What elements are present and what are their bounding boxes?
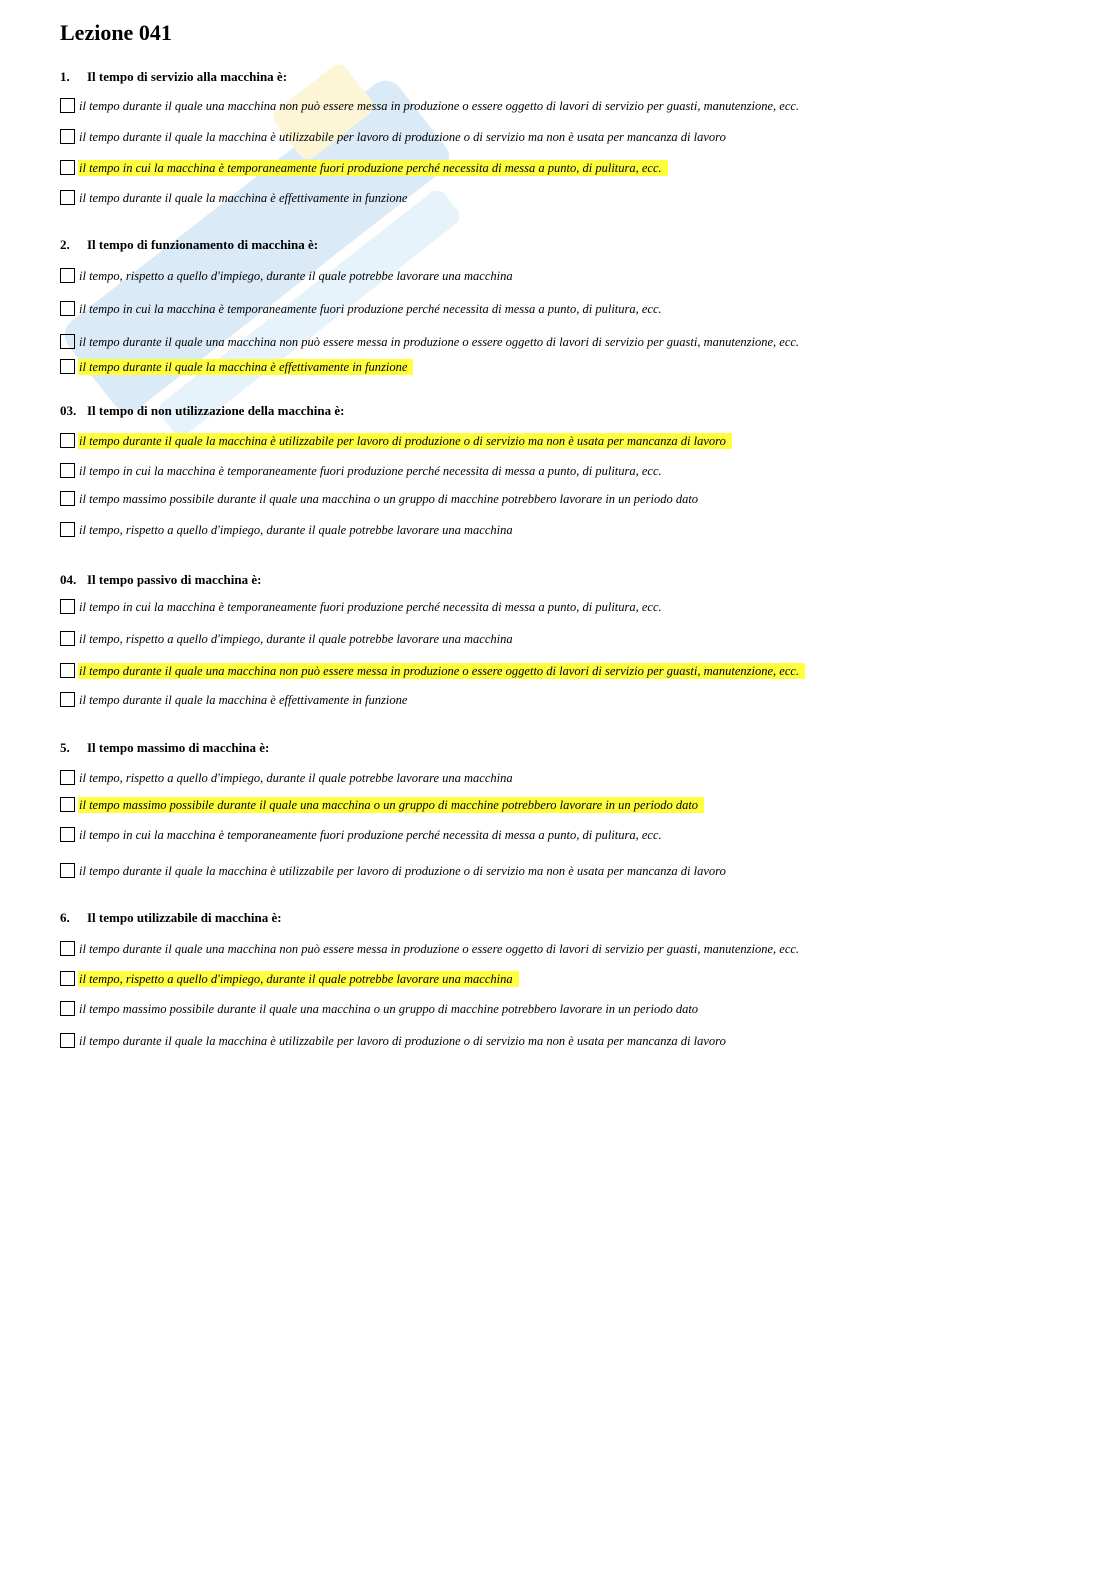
question-4: [60, 571, 1060, 707]
option-text: il tempo durante il quale una macchina non può essere messa in produzione o essere oggetto di lavori di servizio per guasti, manutenzione, ecc.: [79, 335, 800, 349]
question-heading: [60, 402, 1060, 420]
checkbox[interactable]: [60, 491, 75, 506]
option-text: il tempo durante il quale la macchina è utilizzabile per lavoro di produzione o di servizio ma non è usata per mancanza di lavoro: [79, 130, 726, 144]
checkbox[interactable]: [60, 1001, 75, 1016]
checkbox[interactable]: [60, 863, 75, 878]
answer-option[interactable]: [60, 597, 668, 617]
option-text: il tempo, rispetto a quello d'impiego, durante il quale potrebbe lavorare una macchina: [79, 632, 513, 646]
answer-option[interactable]: [60, 629, 519, 649]
question-text: Il tempo di funzionamento di macchina è:: [87, 237, 319, 252]
answer-option-highlighted[interactable]: [60, 431, 732, 451]
checkbox[interactable]: [60, 797, 75, 812]
answer-option[interactable]: [60, 520, 519, 540]
checkbox[interactable]: [60, 971, 75, 986]
question-heading: [60, 68, 1060, 86]
question-heading: [60, 739, 1060, 757]
option-text: il tempo durante il quale la macchina è effettivamente in funzione: [79, 191, 408, 205]
checkbox[interactable]: [60, 827, 75, 842]
option-text: il tempo, rispetto a quello d'impiego, durante il quale potrebbe lavorare una macchina: [79, 523, 513, 537]
checkbox[interactable]: [60, 522, 75, 537]
answer-option[interactable]: [60, 266, 519, 286]
option-text: il tempo durante il quale una macchina non può essere messa in produzione o essere oggetto di lavori di servizio per guasti, manutenzione, ecc.: [78, 663, 805, 679]
option-text: il tempo massimo possibile durante il quale una macchina o un gruppo di macchine potrebbero lavorare in un periodo dato: [79, 1002, 699, 1016]
question-heading: [60, 571, 1060, 589]
checkbox[interactable]: [60, 599, 75, 614]
answer-option[interactable]: [60, 489, 704, 509]
option-text: il tempo, rispetto a quello d'impiego, durante il quale potrebbe lavorare una macchina: [78, 971, 519, 987]
option-text: il tempo, rispetto a quello d'impiego, durante il quale potrebbe lavorare una macchina: [79, 771, 513, 785]
checkbox[interactable]: [60, 359, 75, 374]
question-heading: [60, 909, 1060, 927]
question-text: Il tempo di servizio alla macchina è:: [87, 69, 288, 84]
option-text: il tempo durante il quale la macchina è utilizzabile per lavoro di produzione o di servizio ma non è usata per mancanza di lavoro: [78, 433, 732, 449]
option-text: il tempo in cui la macchina è temporaneamente fuori produzione perché necessita di messa a punto, di pulitura, ecc.: [79, 302, 662, 316]
question-number: 1.: [60, 69, 70, 84]
answer-option-highlighted[interactable]: [60, 357, 413, 377]
answer-option[interactable]: [60, 768, 519, 788]
checkbox[interactable]: [60, 692, 75, 707]
checkbox[interactable]: [60, 433, 75, 448]
option-text: il tempo, rispetto a quello d'impiego, durante il quale potrebbe lavorare una macchina: [79, 269, 513, 283]
question-5: [60, 739, 1060, 878]
checkbox[interactable]: [60, 129, 75, 144]
answer-option[interactable]: [60, 825, 668, 845]
question-text: Il tempo massimo di macchina è:: [87, 740, 270, 755]
question-number: 5.: [60, 740, 70, 755]
option-text: il tempo in cui la macchina è temporaneamente fuori produzione perché necessita di messa a punto, di pulitura, ecc.: [79, 464, 662, 478]
checkbox[interactable]: [60, 941, 75, 956]
question-text: Il tempo utilizzabile di macchina è:: [87, 910, 282, 925]
checkbox[interactable]: [60, 98, 75, 113]
answer-option-highlighted[interactable]: [60, 969, 519, 989]
question-3: [60, 402, 1060, 537]
question-6: [60, 909, 1060, 1048]
option-text: il tempo in cui la macchina è temporaneamente fuori produzione perché necessita di messa a punto, di pulitura, ecc.: [78, 160, 668, 176]
question-number: 2.: [60, 237, 70, 252]
answer-option[interactable]: [60, 1031, 732, 1051]
option-text: il tempo durante il quale la macchina è utilizzabile per lavoro di produzione o di servizio ma non è usata per mancanza di lavoro: [79, 1034, 726, 1048]
checkbox[interactable]: [60, 334, 75, 349]
checkbox[interactable]: [60, 663, 75, 678]
checkbox[interactable]: [60, 463, 75, 478]
option-text: il tempo in cui la macchina è temporaneamente fuori produzione perché necessita di messa a punto, di pulitura, ecc.: [79, 828, 662, 842]
question-text: Il tempo di non utilizzazione della macchina è:: [87, 403, 345, 418]
checkbox[interactable]: [60, 631, 75, 646]
option-text: il tempo massimo possibile durante il quale una macchina o un gruppo di macchine potrebbero lavorare in un periodo dato: [78, 797, 704, 813]
checkbox[interactable]: [60, 190, 75, 205]
option-text: il tempo massimo possibile durante il quale una macchina o un gruppo di macchine potrebbero lavorare in un periodo dato: [79, 492, 699, 506]
page-title: Lezione 041: [60, 20, 172, 45]
answer-option[interactable]: [60, 299, 668, 319]
question-2: [60, 236, 1060, 374]
answer-option-highlighted[interactable]: [60, 795, 704, 815]
option-text: il tempo durante il quale la macchina è effettivamente in funzione: [79, 693, 408, 707]
question-1: [60, 68, 1060, 205]
answer-option[interactable]: [60, 939, 805, 959]
answer-option[interactable]: [60, 461, 668, 481]
answer-option[interactable]: [60, 127, 732, 147]
checkbox[interactable]: [60, 268, 75, 283]
checkbox[interactable]: [60, 301, 75, 316]
question-text: Il tempo passivo di macchina è:: [87, 572, 262, 587]
question-number: 03.: [60, 403, 77, 418]
question-number: 6.: [60, 910, 70, 925]
answer-option-highlighted[interactable]: [60, 661, 805, 681]
answer-option-highlighted[interactable]: [60, 158, 668, 178]
answer-option[interactable]: [60, 188, 413, 208]
option-text: il tempo durante il quale una macchina non può essere messa in produzione o essere oggetto di lavori di servizio per guasti, manutenzione, ecc.: [79, 942, 800, 956]
option-text: il tempo durante il quale una macchina non può essere messa in produzione o essere oggetto di lavori di servizio per guasti, manutenzione, ecc.: [79, 99, 800, 113]
answer-option[interactable]: [60, 690, 413, 710]
answer-option[interactable]: [60, 96, 805, 116]
answer-option[interactable]: [60, 332, 805, 352]
question-heading: [60, 236, 1060, 254]
option-text: il tempo in cui la macchina è temporaneamente fuori produzione perché necessita di messa a punto, di pulitura, ecc.: [79, 600, 662, 614]
answer-option[interactable]: [60, 999, 704, 1019]
question-number: 04.: [60, 572, 77, 587]
option-text: il tempo durante il quale la macchina è effettivamente in funzione: [78, 359, 413, 375]
option-text: il tempo durante il quale la macchina è utilizzabile per lavoro di produzione o di servizio ma non è usata per mancanza di lavoro: [79, 864, 726, 878]
checkbox[interactable]: [60, 1033, 75, 1048]
checkbox[interactable]: [60, 160, 75, 175]
checkbox[interactable]: [60, 770, 75, 785]
answer-option[interactable]: [60, 861, 732, 881]
